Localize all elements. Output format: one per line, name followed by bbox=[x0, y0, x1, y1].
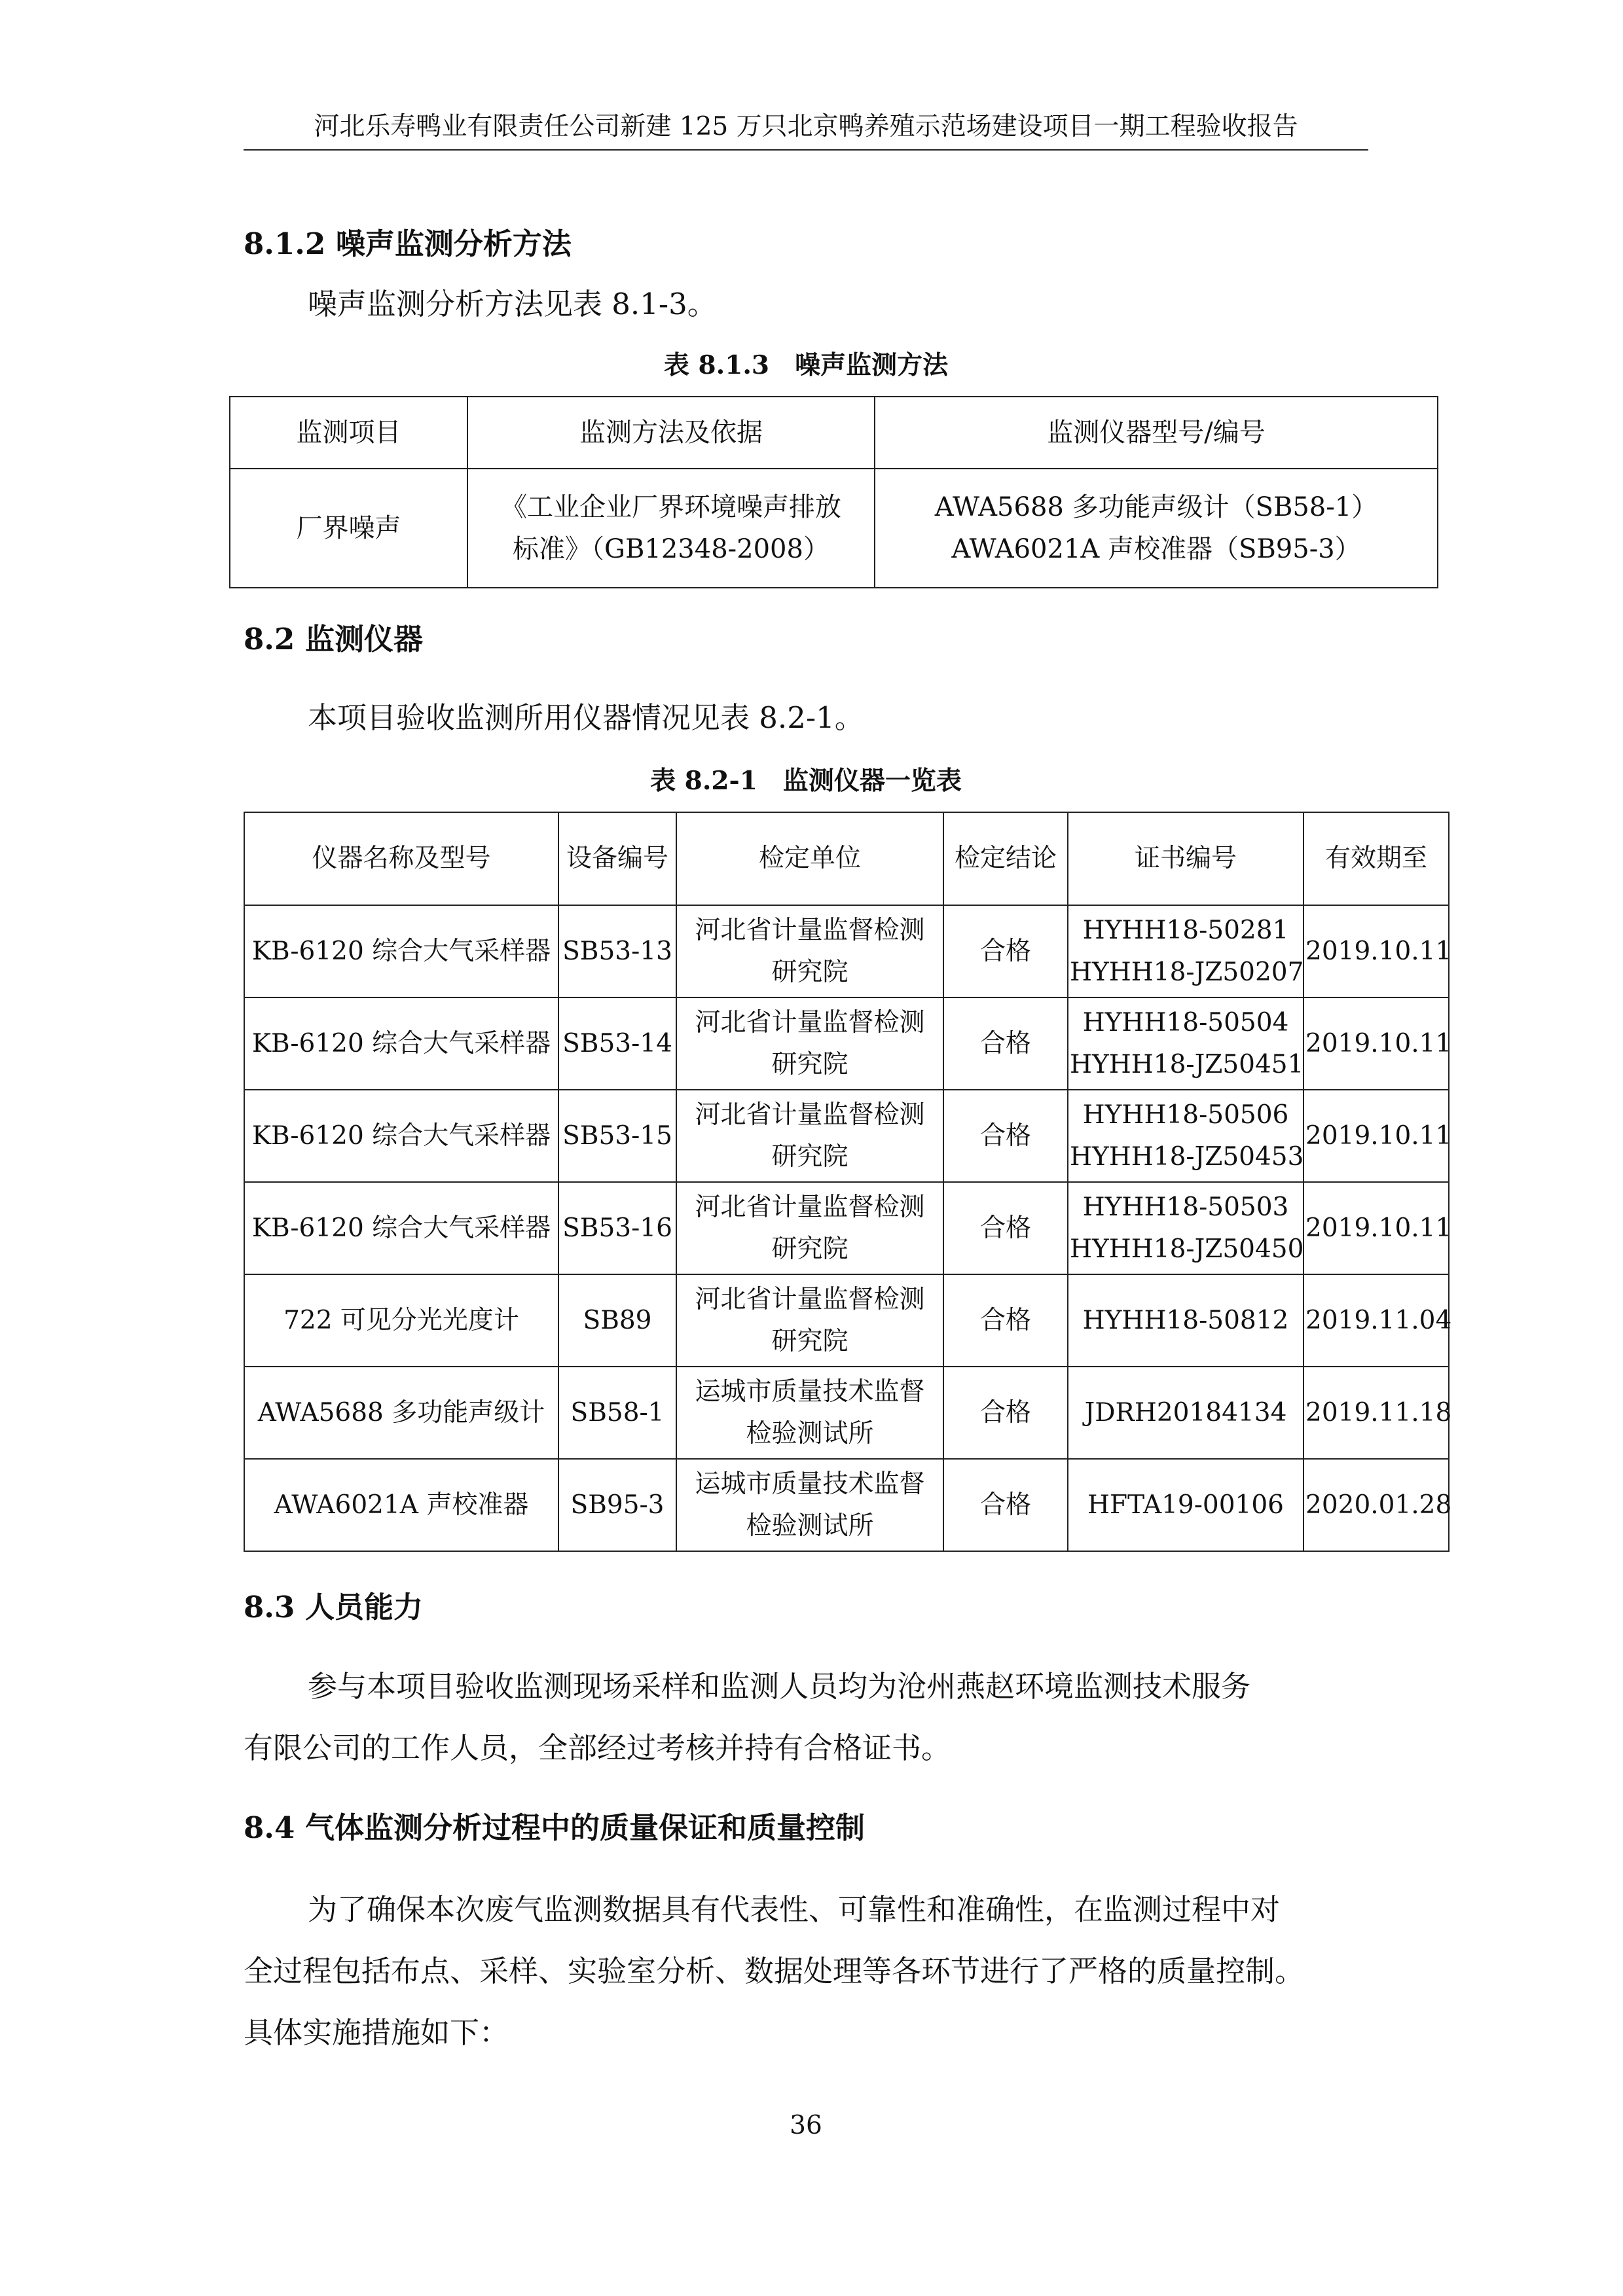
cell-code: SB53-16 bbox=[558, 1182, 676, 1274]
cell-line: 研究院 bbox=[771, 1234, 848, 1264]
table-header-row bbox=[230, 397, 1438, 469]
instrument-table bbox=[244, 812, 1450, 1552]
cell-cert bbox=[1068, 1090, 1304, 1182]
cell-result: 合格 bbox=[943, 997, 1068, 1090]
cell-line: 研究院 bbox=[771, 1141, 848, 1172]
cell-line: HYHH18-50503 bbox=[1082, 1192, 1289, 1222]
cell-valid: 2019.10.11 bbox=[1304, 1182, 1449, 1274]
cell-code: SB58-1 bbox=[558, 1367, 676, 1459]
cell-name: AWA5688 多功能声级计 bbox=[244, 1367, 558, 1459]
cell-cert: HFTA19-00106 bbox=[1068, 1459, 1304, 1551]
cell-line: AWA5688 多功能声级计（SB58-1） bbox=[934, 492, 1378, 522]
cell-line: 检验测试所 bbox=[746, 1511, 874, 1541]
table-header-row bbox=[244, 812, 1449, 905]
cell-result: 合格 bbox=[943, 1274, 1068, 1367]
cell-line: HYHH18-50281 bbox=[1082, 915, 1289, 945]
cell-line: HYHH18-JZ50450 bbox=[1070, 1234, 1304, 1264]
table-row bbox=[230, 469, 1438, 588]
cell-line: 河北省计量监督检测 bbox=[695, 1192, 925, 1222]
cell-name: KB-6120 综合大气采样器 bbox=[244, 905, 558, 997]
table-row bbox=[244, 905, 1449, 997]
section-heading-8-1-2: 8.1.2 噪声监测分析方法 bbox=[244, 226, 572, 261]
cell-valid: 2019.10.11 bbox=[1304, 997, 1449, 1090]
section-heading-8-3: 8.3 人员能力 bbox=[244, 1590, 423, 1624]
cell-unit bbox=[676, 1182, 943, 1274]
section-heading-8-2: 8.2 监测仪器 bbox=[244, 622, 423, 656]
column-header: 检定单位 bbox=[676, 812, 943, 905]
cell-line: 《工业企业厂界环境噪声排放 bbox=[501, 492, 841, 522]
column-header: 监测项目 bbox=[230, 397, 467, 469]
cell-result: 合格 bbox=[943, 1182, 1068, 1274]
paragraph-8-2 bbox=[244, 687, 1376, 749]
table-caption-8-2-1: 表 8.2-1 监测仪器一览表 bbox=[650, 766, 962, 796]
cell-line: 河北省计量监督检测 bbox=[695, 1100, 925, 1130]
cell-cert bbox=[1068, 905, 1304, 997]
paragraph-line: 具体实施措施如下： bbox=[244, 2015, 509, 2050]
cell-code: SB53-14 bbox=[558, 997, 676, 1090]
cell-code: SB53-13 bbox=[558, 905, 676, 997]
cell-name: KB-6120 综合大气采样器 bbox=[244, 1090, 558, 1182]
cell-line: 河北省计量监督检测 bbox=[695, 915, 925, 945]
cell-line: 研究院 bbox=[771, 1326, 848, 1356]
column-header: 检定结论 bbox=[943, 812, 1068, 905]
table-row bbox=[244, 997, 1449, 1090]
paragraph-8-4 bbox=[244, 1879, 1376, 2064]
cell-line: 研究院 bbox=[771, 957, 848, 987]
cell-line: HYHH18-50504 bbox=[1082, 1007, 1289, 1037]
cell-line: HYHH18-50506 bbox=[1082, 1100, 1289, 1130]
paragraph-text: 噪声监测分析方法见表 8.1-3。 bbox=[308, 287, 717, 321]
cell-unit bbox=[676, 1459, 943, 1551]
cell-result: 合格 bbox=[943, 1459, 1068, 1551]
cell-valid: 2019.10.11 bbox=[1304, 905, 1449, 997]
cell-cert bbox=[1068, 997, 1304, 1090]
paragraph-text: 本项目验收监测所用仪器情况见表 8.2-1。 bbox=[308, 700, 864, 735]
header-rule bbox=[244, 149, 1368, 151]
cell-instrument bbox=[875, 469, 1438, 588]
cell-name: KB-6120 综合大气采样器 bbox=[244, 1182, 558, 1274]
column-header: 仪器名称及型号 bbox=[244, 812, 558, 905]
table-row bbox=[244, 1182, 1449, 1274]
section-heading-8-4: 8.4 气体监测分析过程中的质量保证和质量控制 bbox=[244, 1810, 865, 1845]
cell-cert: HYHH18-50812 bbox=[1068, 1274, 1304, 1367]
cell-unit bbox=[676, 1367, 943, 1459]
table-row bbox=[244, 1274, 1449, 1367]
table-row bbox=[244, 1367, 1449, 1459]
cell-line: 运城市质量技术监督 bbox=[695, 1469, 925, 1499]
paragraph-line: 参与本项目验收监测现场采样和监测人员均为沧州燕赵环境监测技术服务 bbox=[308, 1669, 1251, 1704]
cell-line: HYHH18-JZ50207 bbox=[1070, 957, 1304, 987]
cell-line: 标准》（GB12348-2008） bbox=[513, 534, 830, 564]
cell-name: 722 可见分光光度计 bbox=[244, 1274, 558, 1367]
running-header: 河北乐寿鸭业有限责任公司新建 125 万只北京鸭养殖示范场建设项目一期工程验收报告 bbox=[314, 112, 1298, 141]
cell-line: 运城市质量技术监督 bbox=[695, 1376, 925, 1407]
cell-unit bbox=[676, 905, 943, 997]
column-header: 设备编号 bbox=[558, 812, 676, 905]
cell-valid: 2019.11.04 bbox=[1304, 1274, 1449, 1367]
cell-item: 厂界噪声 bbox=[230, 469, 467, 588]
cell-result: 合格 bbox=[943, 1090, 1068, 1182]
cell-valid: 2019.10.11 bbox=[1304, 1090, 1449, 1182]
cell-line: AWA6021A 声校准器（SB95-3） bbox=[951, 534, 1361, 564]
cell-line: 河北省计量监督检测 bbox=[695, 1284, 925, 1314]
table-caption-8-1-3: 表 8.1.3 噪声监测方法 bbox=[663, 350, 949, 380]
table-row bbox=[244, 1090, 1449, 1182]
noise-method-table bbox=[229, 396, 1438, 588]
paragraph-8-1-2 bbox=[244, 274, 1376, 335]
column-header: 监测仪器型号/编号 bbox=[875, 397, 1438, 469]
cell-cert bbox=[1068, 1182, 1304, 1274]
paragraph-line: 全过程包括布点、采样、实验室分析、数据处理等各环节进行了严格的质量控制。 bbox=[244, 1954, 1305, 1988]
cell-line: 河北省计量监督检测 bbox=[695, 1007, 925, 1037]
cell-unit bbox=[676, 1090, 943, 1182]
cell-name: AWA6021A 声校准器 bbox=[244, 1459, 558, 1551]
cell-line: 检验测试所 bbox=[746, 1418, 874, 1448]
cell-valid: 2019.11.18 bbox=[1304, 1367, 1449, 1459]
paragraph-line: 有限公司的工作人员，全部经过考核并持有合格证书。 bbox=[244, 1731, 951, 1765]
cell-code: SB53-15 bbox=[558, 1090, 676, 1182]
cell-unit bbox=[676, 997, 943, 1090]
cell-unit bbox=[676, 1274, 943, 1367]
cell-line: HYHH18-JZ50451 bbox=[1070, 1049, 1304, 1079]
cell-cert: JDRH20184134 bbox=[1068, 1367, 1304, 1459]
cell-valid: 2020.01.28 bbox=[1304, 1459, 1449, 1551]
cell-code: SB95-3 bbox=[558, 1459, 676, 1551]
cell-result: 合格 bbox=[943, 905, 1068, 997]
table-row bbox=[244, 1459, 1449, 1551]
paragraph-line: 为了确保本次废气监测数据具有代表性、可靠性和准确性，在监测过程中对 bbox=[308, 1892, 1281, 1927]
page-number: 36 bbox=[790, 2111, 822, 2140]
cell-name: KB-6120 综合大气采样器 bbox=[244, 997, 558, 1090]
cell-code: SB89 bbox=[558, 1274, 676, 1367]
cell-line: 研究院 bbox=[771, 1049, 848, 1079]
paragraph-8-3 bbox=[244, 1656, 1376, 1779]
column-header: 证书编号 bbox=[1068, 812, 1304, 905]
column-header: 监测方法及依据 bbox=[467, 397, 875, 469]
column-header: 有效期至 bbox=[1304, 812, 1449, 905]
cell-method bbox=[467, 469, 875, 588]
cell-line: HYHH18-JZ50453 bbox=[1070, 1141, 1304, 1172]
cell-result: 合格 bbox=[943, 1367, 1068, 1459]
